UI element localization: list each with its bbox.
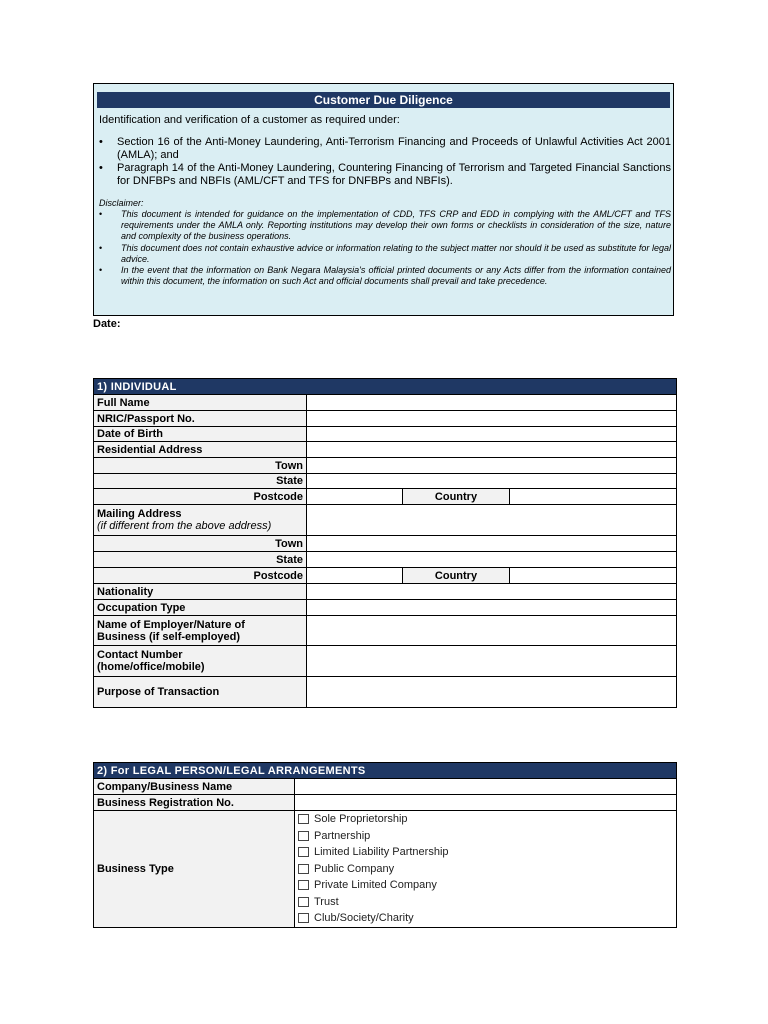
disclaimer-text: This document does not contain exhaustive advice or information relating to the subject matter nor should it be used as substitute for legal advice.	[121, 242, 671, 264]
contact-label-line2: (home/office/mobile)	[97, 661, 205, 673]
mailing-address-note: (if different from the above address)	[97, 520, 272, 532]
individual-table	[93, 378, 677, 708]
cdd-bullet-text: Paragraph 14 of the Anti-Money Laundering, Countering Financing of Terrorism and Targeted Financial Sanctions for DNFBPs and NBFIs (AML/CFT and TFS for DNFBPs and NBFIs).	[117, 162, 671, 187]
option-label: Limited Liability Partnership	[314, 846, 449, 858]
full-name-label: Full Name	[94, 395, 307, 411]
mailing-postcode-field[interactable]	[307, 568, 403, 584]
bullet-icon: •	[99, 242, 103, 253]
country-label: Country	[403, 489, 510, 505]
disclaimer-text: In the event that the information on Bank Negara Malaysia's official printed documents or any Acts differ from the information contained within this document, the information on such Act and official documents shall prevail and take precedence.	[121, 265, 671, 287]
company-name-label: Company/Business Name	[94, 779, 295, 795]
registration-no-label: Business Registration No.	[94, 795, 295, 811]
mailing-postcode-label: Postcode	[94, 568, 307, 584]
checkbox-icon[interactable]	[298, 913, 309, 923]
full-name-field[interactable]	[307, 395, 677, 411]
business-type-options	[295, 811, 677, 928]
disclaimer-item	[99, 209, 671, 243]
mailing-town-label: Town	[94, 536, 307, 552]
cdd-intro: Identification and verification of a customer as required under:	[99, 114, 400, 126]
dob-field[interactable]	[307, 427, 677, 442]
contact-number-label	[94, 646, 307, 677]
business-type-option[interactable]	[298, 861, 673, 878]
option-label: Public Company	[314, 862, 395, 875]
cdd-bullet	[99, 136, 671, 162]
business-type-option[interactable]	[298, 894, 673, 911]
nationality-field[interactable]	[307, 584, 677, 600]
option-label: Sole Proprietorship	[314, 813, 408, 825]
nationality-label: Nationality	[94, 584, 307, 600]
town-field[interactable]	[307, 458, 677, 474]
bullet-icon: •	[99, 265, 103, 276]
postcode-label: Postcode	[94, 489, 307, 505]
mailing-address-label	[94, 505, 307, 536]
date-label: Date:	[93, 318, 121, 330]
bullet-icon: •	[99, 162, 103, 174]
nric-label: NRIC/Passport No.	[94, 411, 307, 427]
section-legal-heading: 2) For LEGAL PERSON/LEGAL ARRANGEMENTS	[94, 763, 677, 779]
cdd-body	[99, 114, 671, 287]
company-name-field[interactable]	[295, 779, 677, 795]
mailing-town-field[interactable]	[307, 536, 677, 552]
occupation-field[interactable]	[307, 600, 677, 616]
cdd-bullet	[99, 162, 671, 188]
cdd-bullet-text: Section 16 of the Anti-Money Laundering, Anti-Terrorism Financing and Proceeds of Unlawful Activities Act 2001 (AMLA); and	[117, 136, 671, 161]
registration-no-field[interactable]	[295, 795, 677, 811]
purpose-field[interactable]	[307, 677, 677, 708]
mailing-state-field[interactable]	[307, 552, 677, 568]
business-type-label: Business Type	[94, 811, 295, 928]
mailing-address-field[interactable]	[307, 505, 677, 536]
option-label: Club/Society/Charity	[314, 912, 414, 924]
contact-number-field[interactable]	[307, 646, 677, 677]
state-field[interactable]	[307, 474, 677, 489]
business-type-option[interactable]	[298, 877, 673, 894]
employer-field[interactable]	[307, 616, 677, 646]
mailing-state-label: State	[94, 552, 307, 568]
state-label: State	[94, 474, 307, 489]
disclaimer-item	[99, 265, 671, 287]
legal-person-table	[93, 762, 677, 928]
cdd-info-box	[93, 83, 674, 316]
disclaimer-heading: Disclaimer:	[99, 198, 144, 208]
purpose-label: Purpose of Transaction	[94, 677, 307, 708]
country-field[interactable]	[510, 489, 677, 505]
residential-address-field[interactable]	[307, 442, 677, 458]
checkbox-icon[interactable]	[298, 814, 309, 824]
option-label: Private Limited Company	[314, 879, 437, 891]
employer-label-line2: Business (if self-employed)	[97, 630, 241, 643]
residential-address-label: Residential Address	[94, 442, 307, 458]
disclaimer-item	[99, 243, 671, 265]
checkbox-icon[interactable]	[298, 880, 309, 890]
mailing-address-title: Mailing Address	[97, 508, 182, 520]
bullet-icon: •	[99, 136, 103, 148]
business-type-option[interactable]	[298, 811, 673, 828]
checkbox-icon[interactable]	[298, 831, 309, 841]
employer-label-line1: Name of Employer/Nature of	[97, 618, 245, 631]
postcode-field[interactable]	[307, 489, 403, 505]
nric-field[interactable]	[307, 411, 677, 427]
contact-label-line1: Contact Number	[97, 649, 183, 661]
employer-label	[94, 616, 307, 646]
business-type-option[interactable]	[298, 828, 673, 845]
disclaimer-text: This document is intended for guidance on the implementation of CDD, TFS CRP and EDD in complying with the AML/CFT and TFS requirements under the AMLA only. Reporting institutions may develop their own forms or checklists in consideration of the size, nature and complexity of the business operations.	[121, 209, 671, 242]
checkbox-icon[interactable]	[298, 897, 309, 907]
mailing-country-label: Country	[403, 568, 510, 584]
bullet-icon: •	[99, 209, 103, 219]
mailing-country-field[interactable]	[510, 568, 677, 584]
checkbox-icon[interactable]	[298, 847, 309, 857]
checkbox-icon[interactable]	[298, 864, 309, 874]
business-type-option[interactable]	[298, 910, 673, 927]
business-type-option[interactable]	[298, 844, 673, 861]
dob-label: Date of Birth	[94, 427, 307, 442]
occupation-label: Occupation Type	[94, 600, 307, 616]
town-label: Town	[94, 458, 307, 474]
cdd-title: Customer Due Diligence	[97, 92, 670, 108]
option-label: Trust	[314, 895, 339, 908]
option-label: Partnership	[314, 829, 371, 842]
section-individual-heading: 1) INDIVIDUAL	[94, 379, 677, 395]
